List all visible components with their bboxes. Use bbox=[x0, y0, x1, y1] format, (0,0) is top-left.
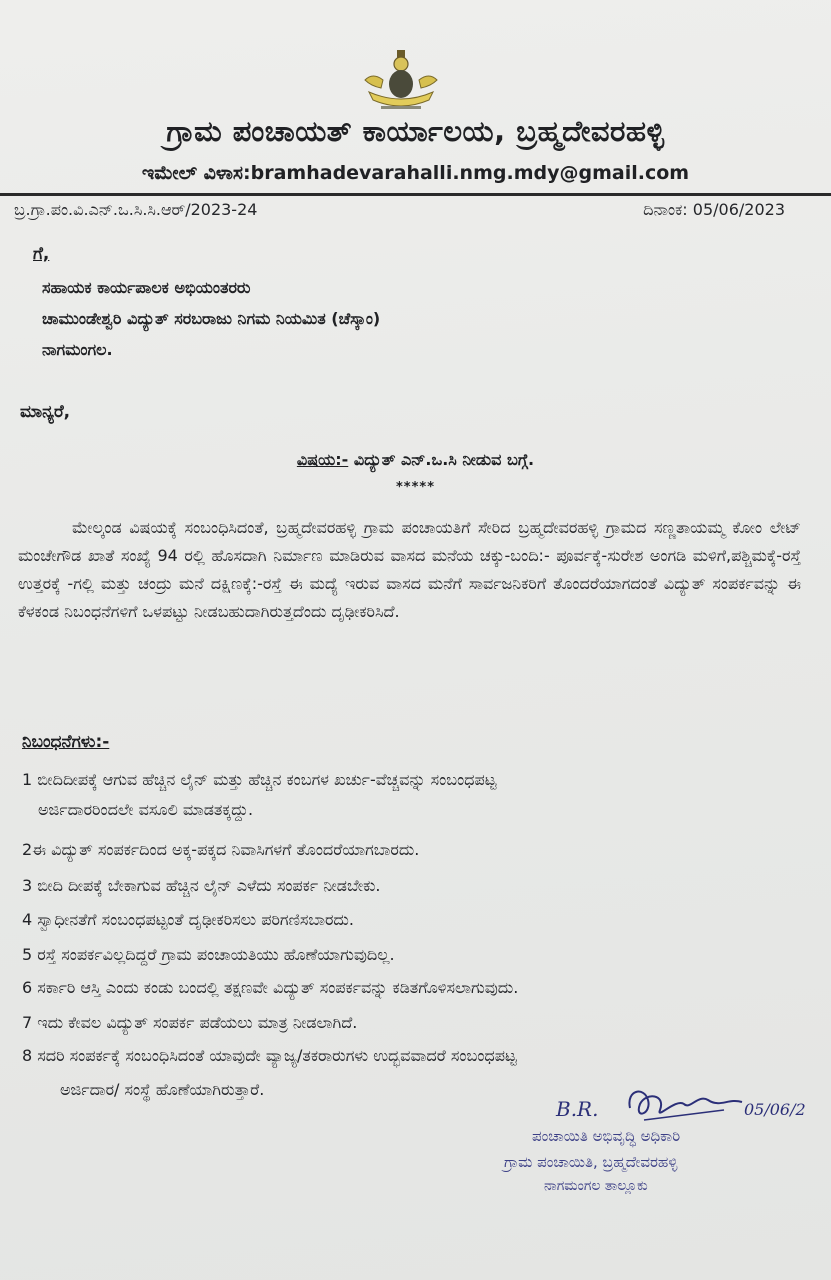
signature-date: 05/06/2 bbox=[744, 1100, 806, 1119]
reference-number: ಬ್ರ.ಗ್ರಾ.ಪಂ.ವಿ.ಎನ್.ಒ.ಸಿ.ಸಿ.ಆರ್/2023-24 bbox=[14, 200, 258, 219]
email-line bbox=[0, 162, 831, 184]
condition-item: 8 ಸದರಿ ಸಂಪರ್ಕಕ್ಕೆ ಸಂಬಂಧಿಸಿದಂತೆ ಯಾವುದೇ ವ್ಯಾಜ್ಯ/ತಕರಾರುಗಳು ಉದ್ಭವವಾದರೆ ಸಂಬಂಧಪಟ್ಟ bbox=[22, 1046, 517, 1065]
condition-item-continuation: ಅರ್ಜಿದಾರರಿಂದಲೇ ವಸೂಲಿ ಮಾಡತಕ್ಕದ್ದು. bbox=[38, 800, 254, 819]
email-label: ಇಮೇಲ್ ವಿಳಾಸ: bbox=[141, 162, 251, 184]
condition-item: 1 ಬೀದಿದೀಪಕ್ಕೆ ಆಗುವ ಹೆಚ್ಚಿನ ಲೈನ್ ಮತ್ತು ಹೆಚ್ಚಿನ ಕಂಬಗಳ ಖರ್ಚು-ವೆಚ್ಚವನ್ನು ಸಂಬಂಧಪಟ್ಟ bbox=[22, 770, 497, 789]
body-paragraph: ಮೇಲ್ಕಂಡ ವಿಷಯಕ್ಕೆ ಸಂಬಂಧಿಸಿದಂತೆ, ಬ್ರಹ್ಮದೇವರಹಳ್ಳಿ ಗ್ರಾಮ ಪಂಚಾಯತಿಗೆ ಸೇರಿದ ಬ್ರಹ್ಮದೇವರಹಳ್ಳಿ ಗ್ರಾಮದ ಸಣ್ಣತಾಯಮ್ಮ ಕೋಂ ಲೇಟ್ ಮಂಚೇಗೌಡ ಖಾತೆ ಸಂಖ್ಯೆ 94 ರಲ್ಲಿ ಹೊಸದಾಗಿ ನಿರ್ಮಾಣ ಮಾಡಿರುವ ವಾಸದ ಮನೆಯ ಚಕ್ಕು-ಬಂದಿ:- ಪೂರ್ವಕ್ಕೆ-ಸುರೇಶ ಅಂಗಡಿ ಮಳಿಗೆ,ಪಶ್ಚಿಮಕ್ಕೆ-ರಸ್ತೆ ಉತ್ತರಕ್ಕೆ -ಗಲ್ಲಿ ಮತ್ತು ಚಂದ್ರು ಮನೆ ದಕ್ಷಿಣಕ್ಕೆ:-ರಸ್ತೆ ಈ ಮದ್ಯೆ ಇರುವ ವಾಸದ ಮನೆಗೆ ಸಾರ್ವಜನಿಕರಿಗೆ ತೊಂದರೆಯಾಗದಂತೆ ವಿದ್ಯುತ್ ಸಂಪರ್ಕವನ್ನು ಈ ಕೆಳಕಂಡ ನಿಬಂಧನೆಗಳಿಗೆ ಒಳಪಟ್ಟು ನೀಡಬಹುದಾಗಿರುತ್ತದೆಂದು ದೃಢೀಕರಿಸಿದೆ. bbox=[18, 518, 801, 621]
subject-line bbox=[0, 450, 831, 470]
date-label: ದಿನಾಂಕ: bbox=[643, 200, 688, 219]
addressee-line-2: ಚಾಮುಂಡೇಶ್ವರಿ ವಿದ್ಯುತ್ ಸರಬರಾಜು ನಿಗಮ ನಿಯಮಿತ (ಚೆಸ್ಕಾಂ) bbox=[42, 309, 381, 328]
condition-item: 3 ಬೀದಿ ದೀಪಕ್ಕೆ ಬೇಕಾಗುವ ಹೆಚ್ಚಿನ ಲೈನ್ ಎಳೆದು ಸಂಪರ್ಕ ನೀಡಬೇಕು. bbox=[22, 876, 381, 895]
addressee-line-3: ನಾಗಮಂಗಲ. bbox=[42, 340, 113, 359]
subject-label: ವಿಷಯ:- bbox=[296, 450, 349, 469]
conditions-title: ನಿಬಂಧನೆಗಳು:- bbox=[22, 732, 110, 752]
condition-item: 2ಈ ವಿದ್ಯುತ್ ಸಂಪರ್ಕದಿಂದ ಅಕ್ಕ-ಪಕ್ಕದ ನಿವಾಸಿಗಳಗೆ ತೊಂದರೆಯಾಗಬಾರದು. bbox=[22, 840, 420, 859]
state-emblem-icon bbox=[355, 50, 447, 116]
stamp-designation: ಪಂಚಾಯಿತಿ ಅಭಿವೃದ್ಧಿ ಅಧಿಕಾರಿ bbox=[532, 1127, 681, 1145]
condition-item: 5 ರಸ್ತೆ ಸಂಪರ್ಕವಿಲ್ಲದಿದ್ದರೆ ಗ್ರಾಮ ಪಂಚಾಯತಿಯು ಹೊಣೆಯಾಗುವುದಿಲ್ಲ. bbox=[22, 945, 395, 964]
salutation: ಮಾನ್ಯರೆ, bbox=[20, 402, 71, 422]
date-value: 05/06/2023 bbox=[692, 200, 785, 219]
subject-text: ವಿದ್ಯುತ್ ಎನ್.ಒ.ಸಿ ನೀಡುವ ಬಗ್ಗೆ. bbox=[353, 450, 535, 469]
email-address: bramhadevarahalli.nmg.mdy@gmail.com bbox=[250, 162, 690, 184]
header-divider bbox=[0, 193, 831, 196]
letter-date bbox=[643, 200, 785, 220]
to-label: ಗೆ, bbox=[33, 244, 50, 264]
stamp-office: ಗ್ರಾಮ ಪಂಚಾಯಿತಿ, ಬ್ರಹ್ಮದೇವರಹಳ್ಳಿ bbox=[504, 1153, 678, 1171]
addressee-line-1: ಸಹಾಯಕ ಕಾರ್ಯಪಾಲಕ ಅಭಿಯಂತರರು bbox=[42, 278, 251, 297]
office-title: ಗ್ರಾಮ ಪಂಚಾಯತ್ ಕಾರ್ಯಾಲಯ, ಬ್ರಹ್ಮದೇವರಹಳ್ಳಿ bbox=[166, 114, 665, 148]
condition-item: 7 ಇದು ಕೇವಲ ವಿದ್ಯುತ್ ಸಂಪರ್ಕ ಪಡೆಯಲು ಮಾತ್ರ ನೀಡಲಾಗಿದೆ. bbox=[22, 1013, 358, 1032]
condition-item: 6 ಸರ್ಕಾರಿ ಆಸ್ತಿ ಎಂದು ಕಂಡು ಬಂದಲ್ಲಿ ತಕ್ಷಣವೇ ವಿದ್ಯುತ್ ಸಂಪರ್ಕವನ್ನು ಕಡಿತಗೊಳಿಸಲಾಗುವುದು. bbox=[22, 978, 519, 997]
stamp-taluk: ನಾಗಮಂಗಲ ತಾಲ್ಲೂಕು bbox=[544, 1178, 648, 1194]
signature-initials: B.R. bbox=[556, 1097, 599, 1121]
condition-item-continuation: ಅರ್ಜಿದಾರ/ ಸಂಸ್ಥೆ ಹೊಣೆಯಾಗಿರುತ್ತಾರೆ. bbox=[60, 1080, 265, 1099]
subject-separator: ***** bbox=[396, 480, 435, 495]
condition-item: 4 ಸ್ವಾಧೀನತೆಗೆ ಸಂಬಂಧಪಟ್ಟಂತೆ ದೃಢೀಕರಿಸಲು ಪರಿಗಣಿಸಬಾರದು. bbox=[22, 910, 354, 929]
